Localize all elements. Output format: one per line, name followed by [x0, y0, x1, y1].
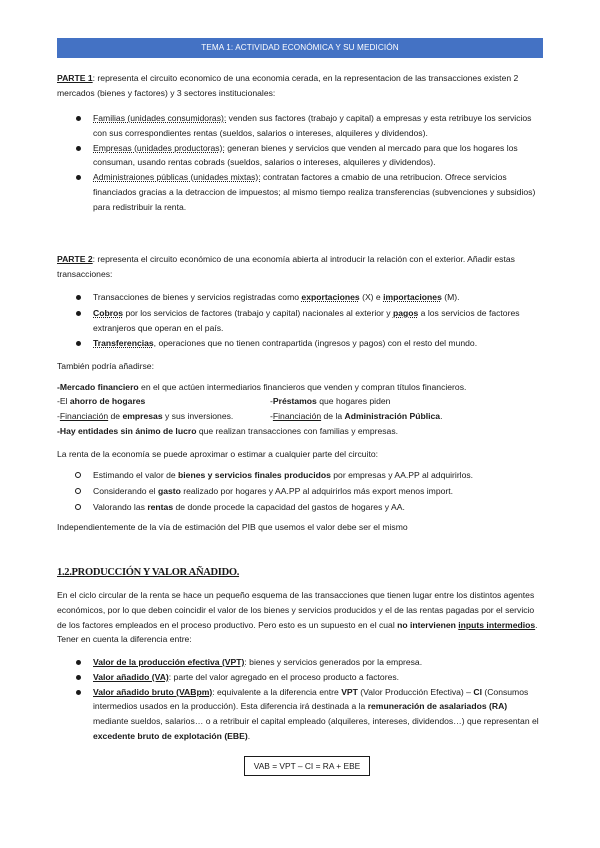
financiacion-line: -Financiación de empresas y sus inversiones. -Financiación de la Administración Pública.	[57, 411, 443, 421]
vab-formula-box: VAB = VPT – CI = RA + EBE	[244, 756, 370, 776]
list-item: Empresas (unidades productoras): generan bienes y servicios que venden al mercado para que los hogares los consuman, usando rentas cobrads (sueldos, salarios o intereses, alquileres y dividendos).	[57, 141, 543, 171]
list-item: Familias (unidades consumidoras): venden sus factores (trabajo y capital) a empresas y esta retribuye los servicios con sus correspondientes rentas (sueldos, salarios o intereses, alquileres y dividendos).	[57, 111, 543, 141]
bullet-icon	[76, 660, 81, 665]
bullet-icon	[76, 175, 81, 180]
tambien-intro: También podría añadirse:	[57, 361, 154, 371]
renta-closing: Independientemente de la vía de estimación del PIB que usemos el valor debe ser el mismo	[57, 522, 408, 532]
lucro-line: -Hay entidades sin ánimo de lucro que realizan transacciones con familias y empresas.	[57, 426, 399, 436]
page-title: TEMA 1: ACTIVIDAD ECONÓMICA Y SU MEDICIÓN	[57, 38, 543, 58]
list-item: Valor de la producción efectiva (VPT): bienes y servicios generados por la empresa.	[57, 655, 543, 670]
list-item: Transferencias, operaciones que no tienen contrapartida (ingresos y pagos) con el resto del mundo.	[57, 336, 543, 351]
bullet-icon	[76, 146, 81, 151]
list-item: Valor añadido (VA): parte del valor agregado en el proceso producto a factores.	[57, 670, 543, 685]
parte1-label: PARTE 1	[57, 73, 93, 83]
bullet-icon	[76, 690, 81, 695]
bullet-icon	[76, 675, 81, 680]
circle-bullet-icon	[75, 472, 81, 478]
circle-bullet-icon	[75, 488, 81, 494]
parte1-list	[57, 111, 543, 215]
renta-intro: La renta de la economía se puede aproximar o estimar a cualquier parte del circuito:	[57, 449, 379, 459]
section2-intro: En el ciclo circular de la renta se hace un pequeño esquema de las transacciones que tienen lugar entre los distintos agentes económicos, por lo que deben coincidir el valor de los bienes y servicios producidos y el de las rentas pagadas por el servicio de los factores empleados en el proceso productivo. Pero esto es un supuesto en el cual no intervienen inputs intermedios. Tener en cuenta la diferencia entre:	[57, 590, 538, 645]
mercado-line: -Mercado financiero en el que actúen intermediarios financieros que venden y compran títulos financieros.	[57, 382, 467, 392]
ahorro-prestamos-line: -El ahorro de hogares -Préstamos que hogares piden	[57, 396, 391, 406]
list-item: Administraiones públicas (unidades mixtas): contratan factores a cmabio de una retribucion. Ofrece servicios financiados gracias a la detraccion de impuestos; al mismo tiempo realiza transferencias (subvenciones y subsidios) para redistribuir la renta.	[57, 170, 543, 214]
parte1-paragraph: PARTE 1: representa el circuito economico de una economia cerada, en la representacion de las transacciones existen 2 mercados (bienes y factores) y 3 sectores institucionales:	[57, 73, 519, 98]
list-item: Valorando las rentas de donde procede la capacidad del gastos de hogares y AA.	[57, 500, 543, 515]
list-item: Considerando el gasto realizado por hogares y AA.PP al adquirirlos más export menos import.	[57, 484, 543, 499]
list-item: Cobros por los servicios de factores (trabajo y capital) nacionales al exterior y pagos a los servicios de factores extranjeros que operan en el país.	[57, 306, 543, 336]
bullet-icon	[76, 341, 81, 346]
parte2-list	[57, 290, 543, 351]
parte2-paragraph: PARTE 2: representa el circuito económico de una economía abierta al introducir la relación con el exterior. Añadir estas transacciones:	[57, 254, 515, 279]
section2-list	[57, 655, 543, 744]
bullet-icon	[76, 311, 81, 316]
list-item: Transacciones de bienes y servicios registradas como exportaciones (X) e importaciones (M).	[57, 290, 543, 305]
list-item: Estimando el valor de bienes y servicios finales producidos por empresas y AA.PP al adquirirlos.	[57, 468, 543, 483]
section-heading: 1.2.PRODUCCIÓN Y VALOR AÑADIDO.	[57, 567, 240, 578]
renta-list	[57, 468, 543, 514]
list-item: Valor añadido bruto (VABpm): equivalente a la diferencia entre VPT (Valor Producción Efectiva) – CI (Consumos intermedios usados en la producción). Esta diferencia irá destinada a la remuneración de asalariados (RA) mediante sueldos, salarios… o a retribuir el capital empleado (alquileres, intereses, dividendos…) que representan el excedente bruto de explotación (EBE).	[57, 685, 543, 744]
bullet-icon	[76, 295, 81, 300]
bullet-icon	[76, 116, 81, 121]
parte2-label: PARTE 2	[57, 254, 93, 264]
circle-bullet-icon	[75, 504, 81, 510]
